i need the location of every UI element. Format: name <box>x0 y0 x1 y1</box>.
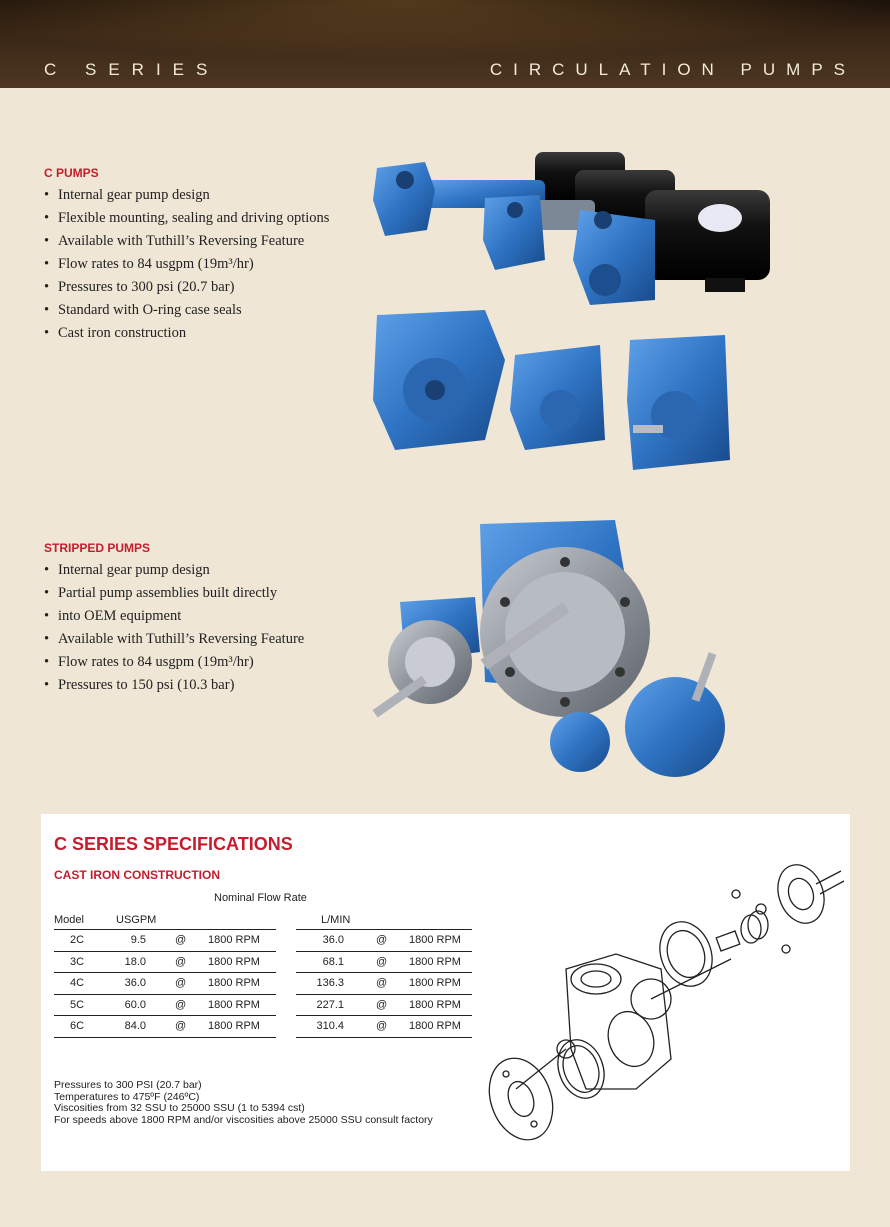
cell-model: 6C <box>70 1020 85 1032</box>
cell-model: 2C <box>70 934 85 946</box>
header-glow <box>0 0 890 60</box>
cell-rpm: 1800 RPM <box>409 998 461 1011</box>
table-row <box>54 951 472 973</box>
cell-rpm: 1800 RPM <box>409 977 461 989</box>
list-item-continued: into OEM equipment <box>58 608 182 624</box>
list-item: • Partial pump assemblies built directly <box>44 582 304 605</box>
stripped-pumps-section <box>44 541 304 697</box>
cell-at: @ <box>175 934 187 946</box>
table-row <box>54 929 472 951</box>
table-row <box>54 994 472 1016</box>
list-item: • Available with Tuthill’s Reversing Feature <box>44 628 304 651</box>
cell-lmin: 68.1 <box>322 955 344 968</box>
cell-at: @ <box>175 977 187 989</box>
column-header-lmin: L/MIN <box>321 914 351 926</box>
c-pumps-section <box>44 166 329 345</box>
list-item: • Flow rates to 84 usgpm (19m³/hr) <box>44 253 329 276</box>
c-pumps-photo <box>365 140 785 480</box>
cell-rpm: 1800 RPM <box>208 1020 260 1032</box>
list-item: • Internal gear pump design <box>44 559 304 582</box>
cell-rpm: 1800 RPM <box>208 955 260 968</box>
list-item: • Pressures to 150 psi (10.3 bar) <box>44 674 304 697</box>
table-row <box>54 1015 472 1037</box>
specifications-panel <box>41 814 850 1171</box>
list-item: • Available with Tuthill’s Reversing Feature <box>44 230 329 253</box>
note-line: For speeds above 1800 RPM and/or viscosities above 25000 SSU consult factory <box>54 1113 433 1126</box>
cell-model: 3C <box>70 955 85 968</box>
cell-rpm: 1800 RPM <box>208 977 260 989</box>
cell-at: @ <box>376 998 388 1011</box>
cell-rpm: 1800 RPM <box>208 998 260 1011</box>
header-category-label: CIRCULATION PUMPS <box>489 60 856 79</box>
header-series-label: C SERIES <box>44 60 220 79</box>
cell-lmin: 136.3 <box>316 977 344 989</box>
cell-rpm: 1800 RPM <box>409 1020 461 1032</box>
nominal-flow-rate-header: Nominal Flow Rate <box>214 892 307 904</box>
cell-at: @ <box>376 977 388 989</box>
specification-notes <box>54 1080 433 1126</box>
specifications-subtitle: CAST IRON CONSTRUCTION <box>54 868 220 882</box>
stripped-pumps-photo <box>365 512 745 782</box>
list-item: • Flow rates to 84 usgpm (19m³/hr) <box>44 651 304 674</box>
cell-at: @ <box>175 998 187 1011</box>
c-pumps-list <box>44 184 329 345</box>
cell-usgpm: 9.5 <box>130 934 146 946</box>
column-header-usgpm: USGPM <box>116 914 157 926</box>
cell-at: @ <box>175 1020 187 1032</box>
cell-model: 5C <box>70 998 85 1011</box>
cell-at: @ <box>376 1020 388 1032</box>
list-item: • Standard with O-ring case seals <box>44 299 329 322</box>
table-row <box>54 972 472 994</box>
list-item: • Flexible mounting, sealing and driving options <box>44 207 329 230</box>
cell-usgpm: 84.0 <box>124 1020 146 1032</box>
cell-usgpm: 36.0 <box>124 977 146 989</box>
cell-at: @ <box>376 955 388 968</box>
cell-usgpm: 60.0 <box>124 998 146 1011</box>
c-pumps-title: C PUMPS <box>44 166 99 180</box>
list-item: • Pressures to 300 psi (20.7 bar) <box>44 276 329 299</box>
list-item <box>44 605 304 628</box>
cell-usgpm: 18.0 <box>124 955 146 968</box>
cell-lmin: 310.4 <box>316 1020 344 1032</box>
specifications-table <box>54 929 472 1037</box>
specifications-title: C SERIES SPECIFICATIONS <box>54 834 293 854</box>
exploded-view-diagram <box>486 849 846 1149</box>
cell-rpm: 1800 RPM <box>409 934 461 946</box>
column-header-model: Model <box>54 914 84 926</box>
note-line: Viscosities from 32 SSU to 25000 SSU (1 to 5394 cst) <box>54 1102 305 1114</box>
note-line: Pressures to 300 PSI (20.7 bar) <box>54 1079 202 1091</box>
header-band <box>0 0 890 88</box>
cell-model: 4C <box>70 977 85 989</box>
stripped-pumps-list <box>44 559 304 697</box>
list-item: • Internal gear pump design <box>44 184 329 207</box>
cell-rpm: 1800 RPM <box>409 955 461 968</box>
cell-at: @ <box>376 934 388 946</box>
cell-rpm: 1800 RPM <box>208 934 260 946</box>
note-line: Temperatures to 475ºF (246ºC) <box>54 1090 200 1103</box>
cell-lmin: 227.1 <box>316 998 344 1011</box>
cell-at: @ <box>175 955 187 968</box>
list-item: • Cast iron construction <box>44 322 329 345</box>
cell-lmin: 36.0 <box>322 934 344 946</box>
stripped-pumps-title: STRIPPED PUMPS <box>44 541 151 555</box>
